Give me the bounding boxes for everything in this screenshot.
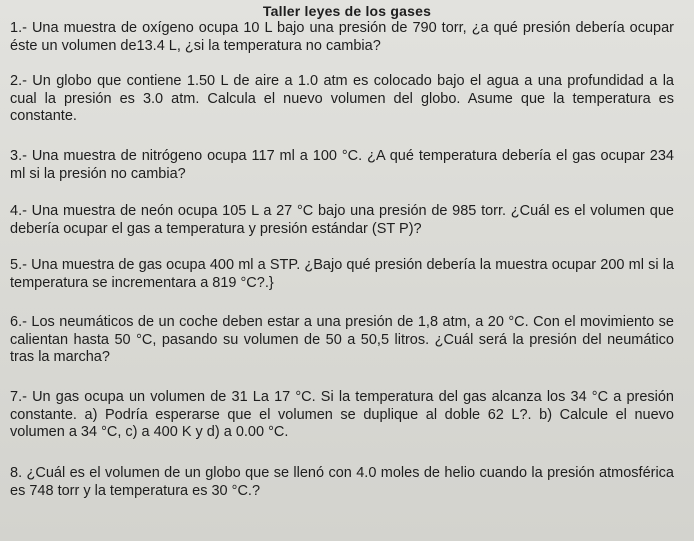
problem-1: 1.- Una muestra de oxígeno ocupa 10 L bajo una presión de 790 torr, ¿a qué presión debería ocupar éste un volumen de13.4 L, ¿si la temperatura no cambia? [10, 20, 674, 54]
problem-4: 4.- Una muestra de neón ocupa 105 L a 27 °C bajo una presión de 985 torr. ¿Cuál es el volumen que debería ocupar el gas a temperatura y presión estándar (ST P)? [10, 203, 674, 237]
problem-3: 3.- Una muestra de nitrógeno ocupa 117 ml a 100 °C. ¿A qué temperatura debería el gas ocupar 234 ml si la presión no cambia? [10, 148, 674, 182]
problem-6: 6.- Los neumáticos de un coche deben estar a una presión de 1,8 atm, a 20 °C. Con el movimiento se calientan hasta 50 °C, pasando su volumen de 50 a 50,5 litros. ¿Cuál será la presión del neumático tras la marcha? [10, 314, 674, 365]
problem-5: 5.- Una muestra de gas ocupa 400 ml a STP. ¿Bajo qué presión debería la muestra ocupar 200 ml si la temperatura se incrementara a 819 °C?.} [10, 257, 674, 291]
worksheet-title: Taller leyes de los gases [262, 3, 432, 19]
problem-2: 2.- Un globo que contiene 1.50 L de aire a 1.0 atm es colocado bajo el agua a una profundidad a la cual la presión es 3.0 atm. Calcula el nuevo volumen del globo. Asume que la temperatura es constante. [10, 73, 674, 124]
problem-7: 7.- Un gas ocupa un volumen de 31 La 17 °C. Si la temperatura del gas alcanza los 34 °C a presión constante. a) Podría esperarse que el volumen se duplique al doble 62 L?. b) Calcule el nuevo volumen a 34 °C, c) a 400 K y d) a 0.00 °C. [10, 389, 674, 440]
problem-8: 8. ¿Cuál es el volumen de un globo que se llenó con 4.0 moles de helio cuando la presión atmosférica es 748 torr y la temperatura es 30 °C.? [10, 465, 674, 499]
